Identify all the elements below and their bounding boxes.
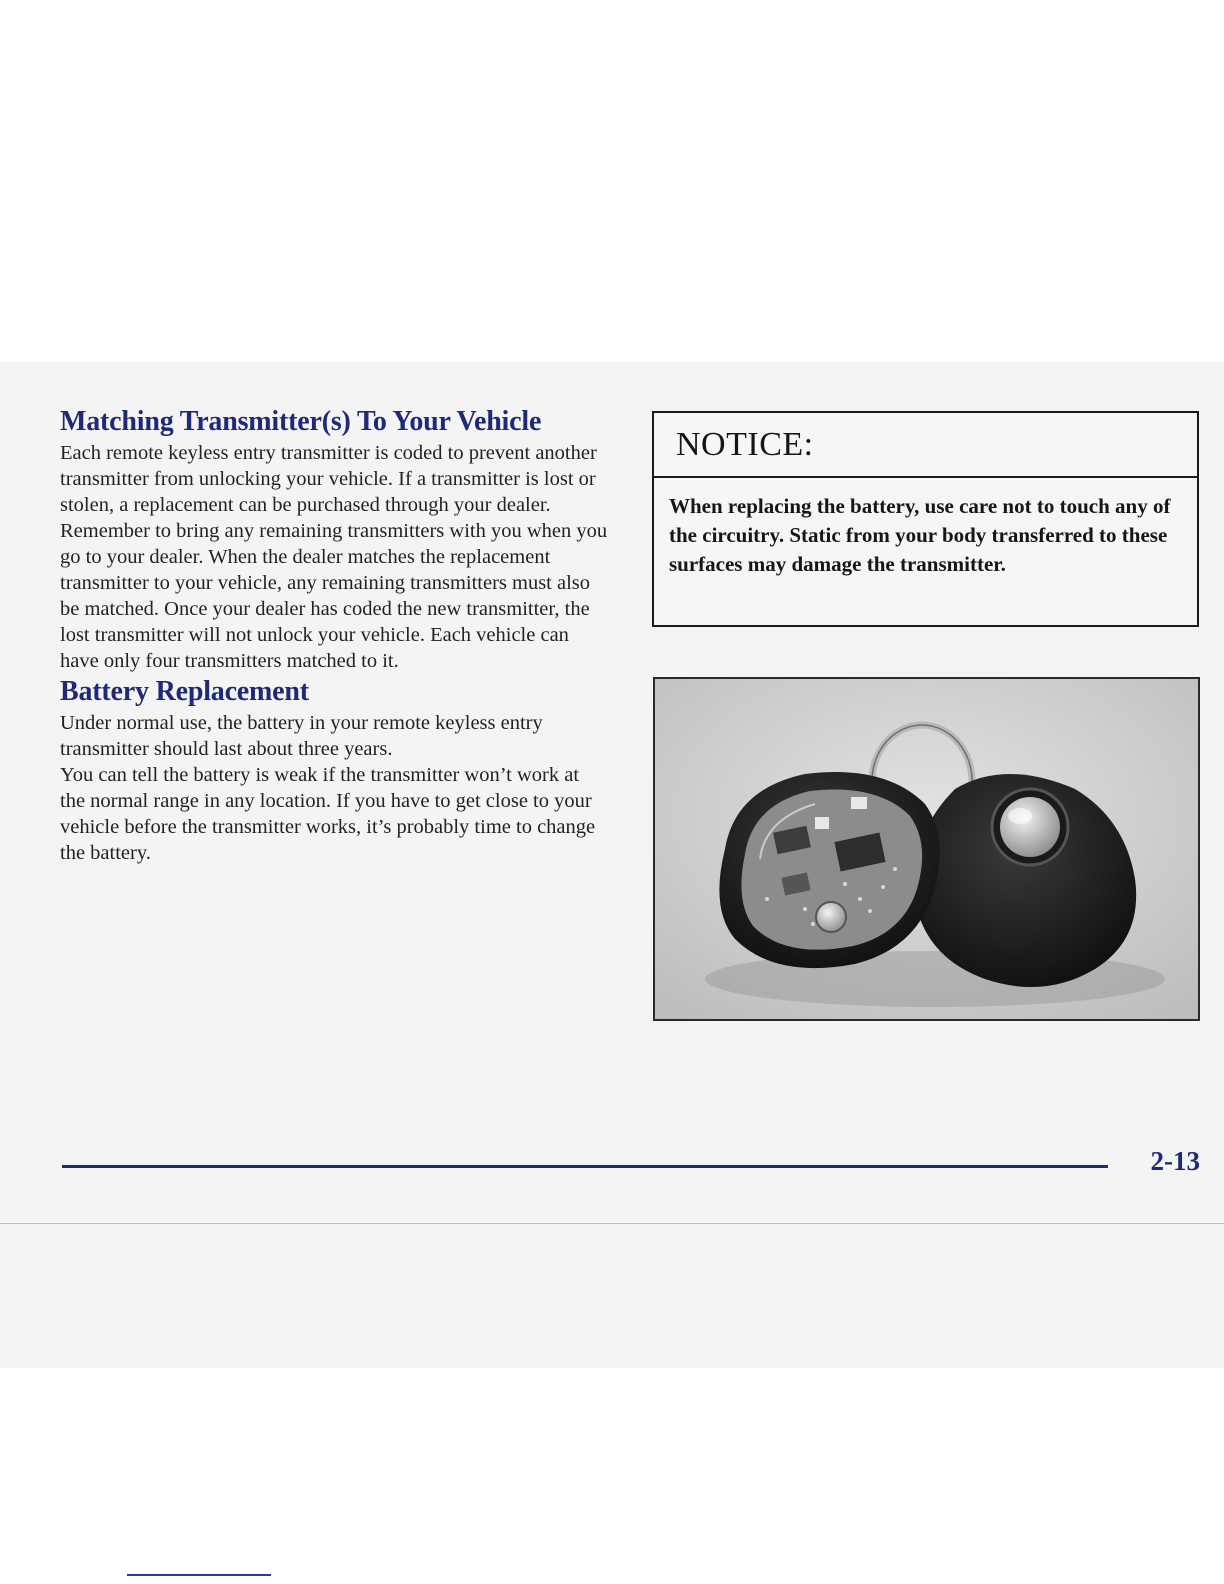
footer-rule xyxy=(62,1165,1108,1168)
bottom-mark xyxy=(127,1574,271,1576)
paragraph-battery-weak: You can tell the battery is weak if the transmitter won’t work at the normal range in any location. If you have to get close to your vehicle before the transmitter works, it’s probably time to change the battery. xyxy=(60,764,596,864)
paragraph-battery-life: Under normal use, the battery in your remote keyless entry transmitter should last about three years. xyxy=(60,712,543,760)
transmitter-illustration xyxy=(655,679,1198,1019)
notice-title: NOTICE: xyxy=(676,425,814,463)
notice-header xyxy=(654,413,1197,478)
scan-edge-line xyxy=(0,1223,1224,1224)
battery-coin-cell xyxy=(1000,797,1060,857)
heading-battery-replacement: Battery Replacement xyxy=(60,676,309,707)
left-column xyxy=(60,404,608,866)
transmitter-photo xyxy=(653,677,1200,1021)
page-number: 2-13 xyxy=(1150,1146,1200,1176)
heading-matching-transmitters: Matching Transmitter(s) To Your Vehicle xyxy=(60,406,542,437)
notice-box xyxy=(652,411,1199,627)
paragraph-matching: Each remote keyless entry transmitter is coded to prevent another transmitter from unlocking your vehicle. If a transmitter is lost or stolen, a replacement can be purchased through your dealer. Remember to bring any remaining transmitters with you when you go to your dealer. When the dealer matches the replacement transmitter to your vehicle, any remaining transmitters must also be matched. Once your dealer has coded the new transmitter, the lost transmitter will not unlock your vehicle. Each vehicle can have only four transmitters matched to it. xyxy=(60,442,608,672)
notice-body: When replacing the battery, use care not to touch any of the circuitry. Static from your body transferred to these surfaces may damage the transmitter. xyxy=(669,494,1171,576)
